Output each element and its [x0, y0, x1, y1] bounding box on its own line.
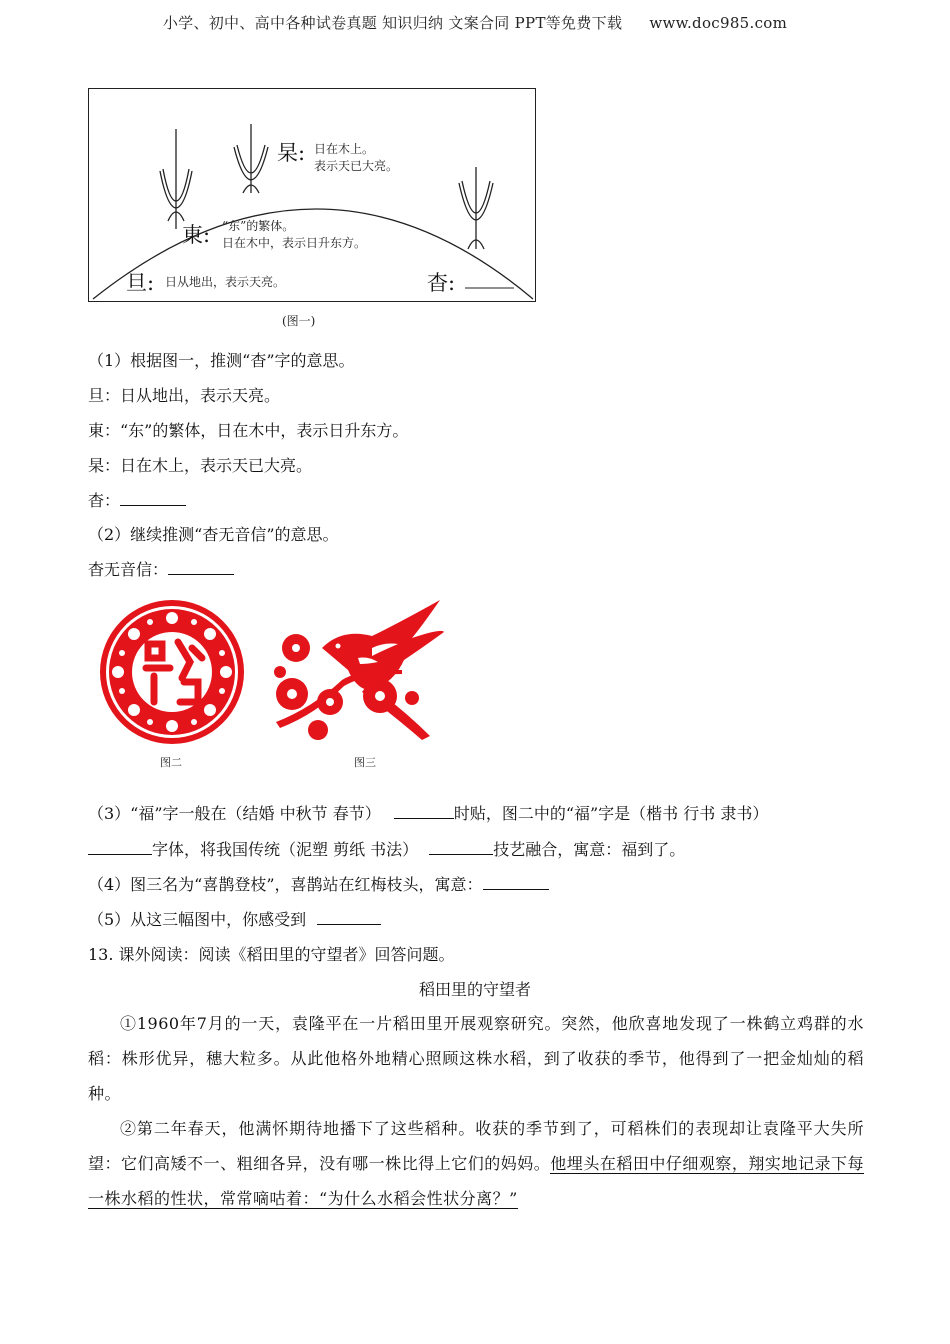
figure-2-fu-papercut	[92, 598, 252, 750]
q3-text-4: 技艺融合，寓意：福到了。	[493, 840, 686, 859]
yao-answer-blank[interactable]	[120, 491, 186, 506]
dan-desc: 日从地出，表示天亮。	[165, 275, 286, 289]
reading-intro: 13. 课外阅读：阅读《稻田里的守望者》回答问题。	[88, 945, 455, 964]
q4-text: （4）图三名为“喜鹊登枝”，喜鹊站在红梅枝头，寓意：	[88, 875, 483, 894]
figure-2-caption: 图二	[160, 756, 182, 769]
tree-sketch-left	[160, 129, 192, 229]
yao-line	[88, 488, 186, 511]
reading-paragraph-2	[88, 1111, 864, 1216]
tree-sketch-middle	[234, 124, 268, 193]
question-2: （2）继续推测“杳无音信”的意思。	[88, 525, 339, 544]
gao-line: 杲：日在木上，表示天已大亮。	[88, 456, 313, 475]
yao-character: 杳:	[427, 271, 456, 295]
question-5	[88, 907, 381, 930]
yaowu-label: 杳无音信：	[88, 560, 169, 579]
yaowu-answer-blank[interactable]	[168, 560, 234, 575]
figure-3-caption: 图三	[354, 756, 376, 769]
q3-blank-1[interactable]	[394, 804, 454, 819]
header-text: 小学、初中、高中各种试卷真题 知识归纳 文案合同 PPT等免费下载	[162, 14, 623, 32]
figure-3-magpie-papercut	[272, 598, 444, 750]
page-header	[0, 12, 950, 33]
q3-blank-3[interactable]	[429, 840, 493, 855]
dong-desc-2: 日在木中，表示日升东方。	[222, 236, 367, 250]
p2-plain: ②第二年春天，他满怀期待地播下了这些稻种。收获的季节到了，可稻株们的表现却让袁隆平大失所望：它们高矮不一、粗细各异，没有哪一株比得上它们的妈妈。	[88, 1119, 864, 1173]
figure-1-drawing	[89, 89, 537, 303]
dong-desc-1: “东”的繁体。	[222, 219, 295, 233]
horizon-arc	[93, 209, 533, 299]
dong-character: 東:	[182, 223, 211, 247]
gao-desc-1: 日在木上。	[314, 142, 375, 156]
gao-character: 杲:	[277, 141, 306, 165]
q5-blank[interactable]	[317, 910, 381, 925]
tree-sketch-right	[459, 167, 493, 249]
q3-text-2: 时贴，图二中的“福”字是（楷书 行书 隶书）	[453, 804, 769, 823]
figure-1	[88, 88, 536, 302]
question-4	[88, 872, 549, 895]
dan-character: 旦:	[126, 271, 155, 295]
question-3-line-1	[88, 801, 768, 824]
figure-1-caption: (图一)	[282, 314, 316, 328]
reading-paragraph-1: ①1960年7月的一天，袁隆平在一片稻田里开展观察研究。突然，他欣喜地发现了一株鹤立鸡群的水稻：株形优异，穗大粒多。从此他格外地精心照顾这株水稻，到了收获的季节，他得到了一把金灿灿的稻种。	[88, 1014, 864, 1103]
q4-blank[interactable]	[483, 875, 549, 890]
q3-text-3: 字体，将我国传统（泥塑 剪纸 书法）	[152, 840, 419, 859]
yaowu-line	[88, 557, 234, 580]
question-1: （1）根据图一，推测“杳”字的意思。	[88, 351, 355, 370]
q5-text: （5）从这三幅图中，你感受到	[88, 910, 307, 929]
q3-blank-2[interactable]	[88, 840, 152, 855]
question-3-line-2	[88, 837, 685, 860]
yao-label: 杳：	[88, 491, 121, 510]
dong-line: 東：“东”的繁体，日在木中，表示日升东方。	[88, 421, 409, 440]
header-site: www.doc985.com	[649, 14, 788, 32]
reading-title: 稻田里的守望者	[418, 980, 531, 999]
p2-underlined: 他埋头在稻田中仔细观察，翔实地记录下每一株水稻的性状，常常嘀咕着：“为什么水稻会性状分离？”	[88, 1154, 864, 1208]
gao-desc-2: 表示天已大亮。	[314, 159, 399, 173]
q3-text-1: （3）“福”字一般在（结婚 中秋节 春节）	[88, 804, 381, 823]
dan-line: 旦：日从地出，表示天亮。	[88, 386, 281, 405]
